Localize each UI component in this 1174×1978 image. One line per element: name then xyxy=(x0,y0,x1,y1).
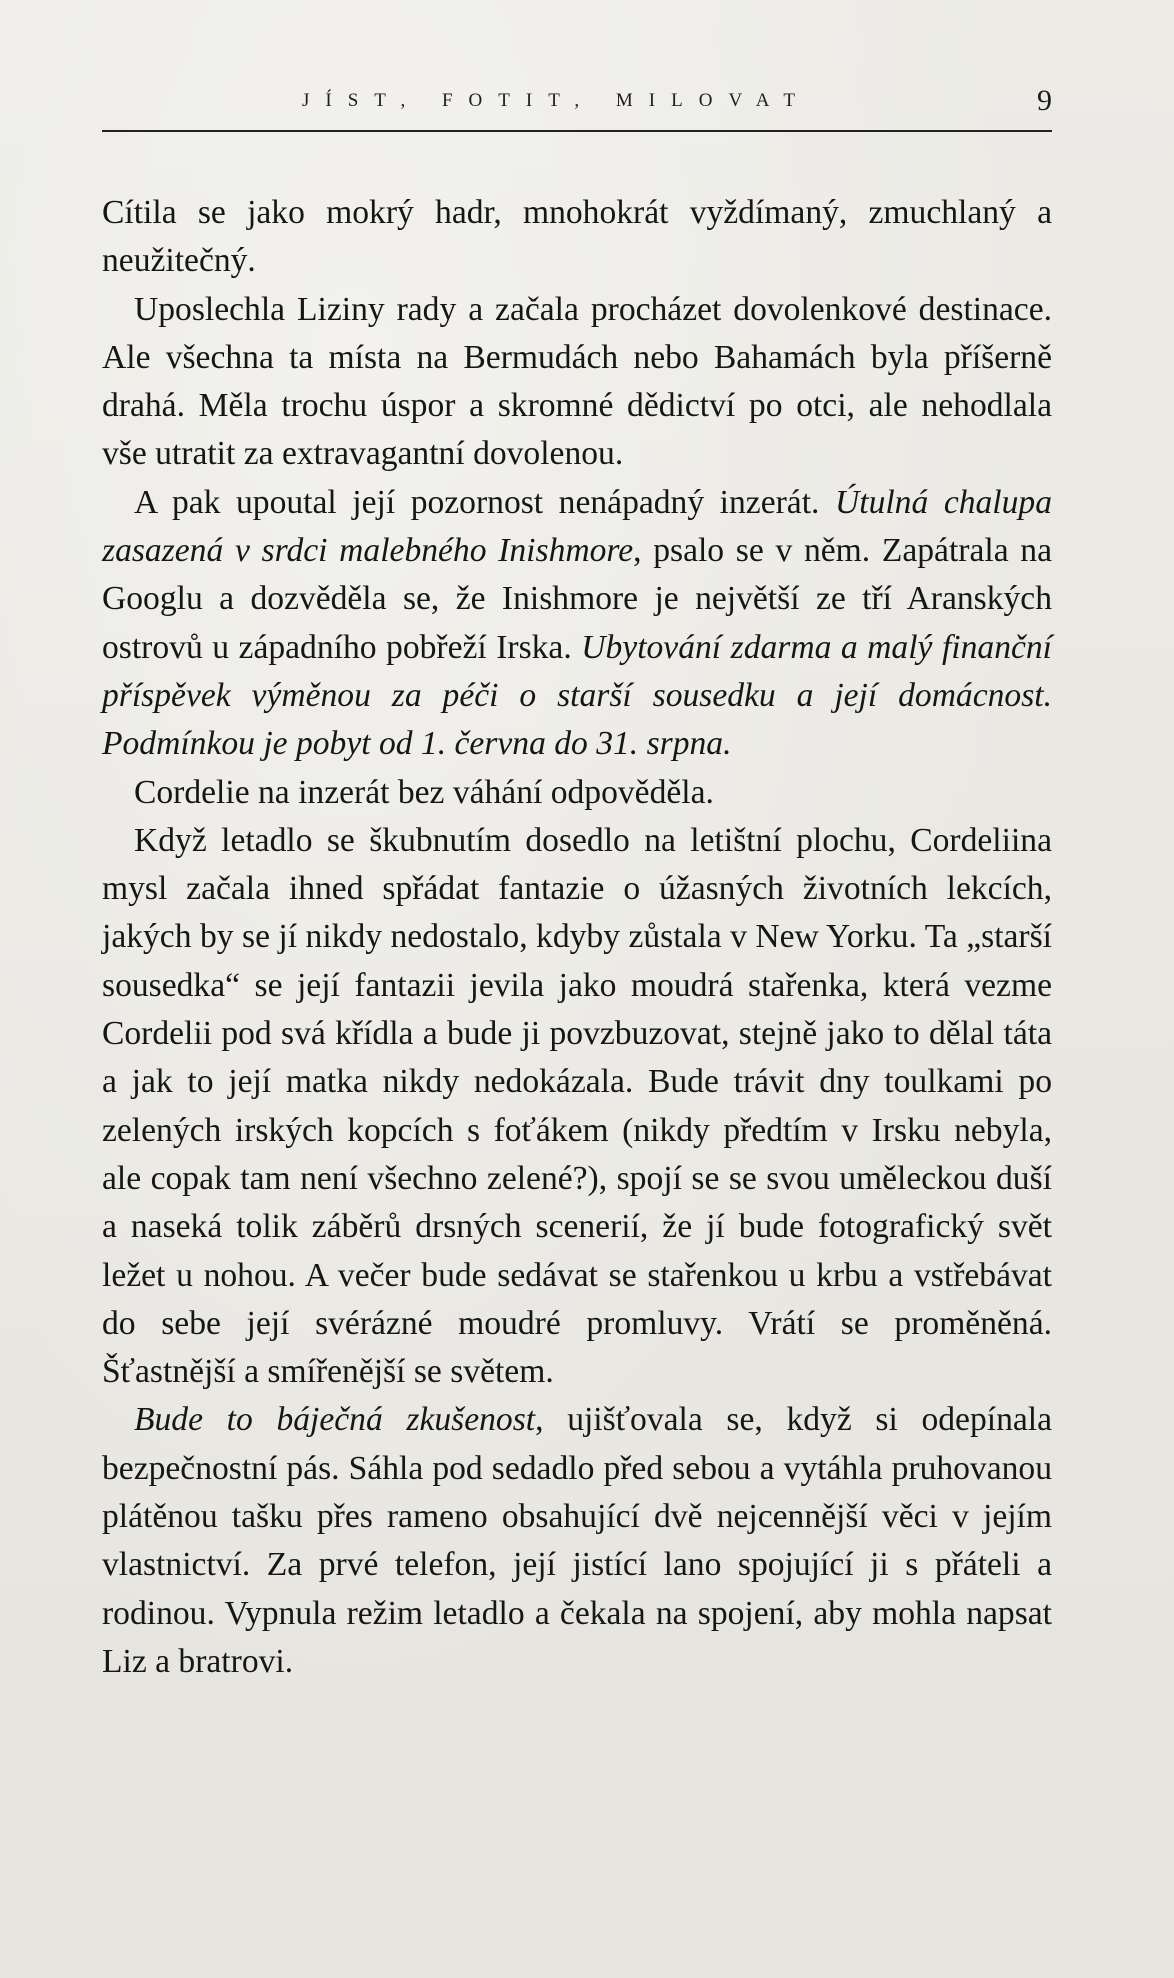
paragraph-6 xyxy=(102,1396,1052,1686)
paragraph-3-italic-b: Útulná chalupa zasazená v srdci malebného Inishmore xyxy=(102,483,1052,570)
body-text xyxy=(102,189,1052,1686)
paragraph-3-italic-d: Ubytování zdarma a malý finanční příspěvek výměnou za péči o starší sousedku a její domácnost. Podmínkou je pobyt od 1. června do 31. srpna. xyxy=(102,628,1053,763)
paragraph-2: Uposlechla Liziny rady a začala procházet dovolenkové destinace. Ale všechna ta místa na Bermudách nebo Bahamách byla příšerně drahá. Měla trochu úspor a skromné dědictví po otci, ale nehodlala vše utratit za extravagantní dovolenou. xyxy=(102,290,1052,473)
paragraph-3-text-c: , psalo se v něm. Zapátrala na Googlu a dozvěděla se, že Inishmore je největší ze tří Aranských ostrovů u západního pobřeží Irska. xyxy=(102,532,1052,666)
header-rule xyxy=(102,130,1052,132)
paragraph-3-text-a: A pak upoutal její pozornost nenápadný inzerát. xyxy=(134,483,835,521)
paragraph-3 xyxy=(102,479,1052,769)
paragraph-5: Když letadlo se škubnutím dosedlo na letištní plochu, Cordeliina mysl začala ihned spřádat fantazie o úžasných životních lekcích, jakých by se jí nikdy nedostalo, kdyby zůstala v New Yorku. Ta „starší sousedka“ se její fantazii jevila jako moudrá stařenka, která vezme Cordelii pod svá křídla a bude ji povzbuzovat, stejně jako to dělal táta a jak to její matka nikdy nedokázala. Bude trávit dny toulkami po zelených irských kopcích s foťákem (nikdy předtím v Irsku nebyla, ale copak tam není všechno zelené?), spojí se se svou uměleckou duší a naseká tolik záběrů drsných scenerií, že jí bude fotografický svět ležet u nohou. A večer bude sedávat se stařenkou u krbu a vstřebávat do sebe její svérázné moudré promluvy. Vrátí se proměněná. Šťastnější a smířenější se světem. xyxy=(102,821,1052,1391)
paragraph-6-italic-a: Bude to báječná zkušenost xyxy=(134,1401,536,1439)
paragraph-1: Cítila se jako mokrý hadr, mnohokrát vyždímaný, zmuchlaný a neužitečný. xyxy=(102,194,1052,280)
page-header xyxy=(102,84,1052,124)
paragraph-4: Cordelie na inzerát bez váhání odpověděla. xyxy=(134,773,714,811)
page-number: 9 xyxy=(1037,84,1052,117)
running-title: JÍST, FOTIT, MILOVAT xyxy=(302,90,811,111)
paragraph-6-text-b: , ujišťovala se, když si odepínala bezpečnostní pás. Sáhla pod sedadlo před sebou a vytáhla pruhovanou plátěnou tašku přes rameno obsahující dvě nejcennější věci v jejím vlastnictví. Za prvé telefon, její jistící lano spojující ji s přáteli a rodinou. Vypnula režim letadlo a čekala na spojení, aby mohla napsat Liz a bratrovi. xyxy=(102,1401,1053,1680)
